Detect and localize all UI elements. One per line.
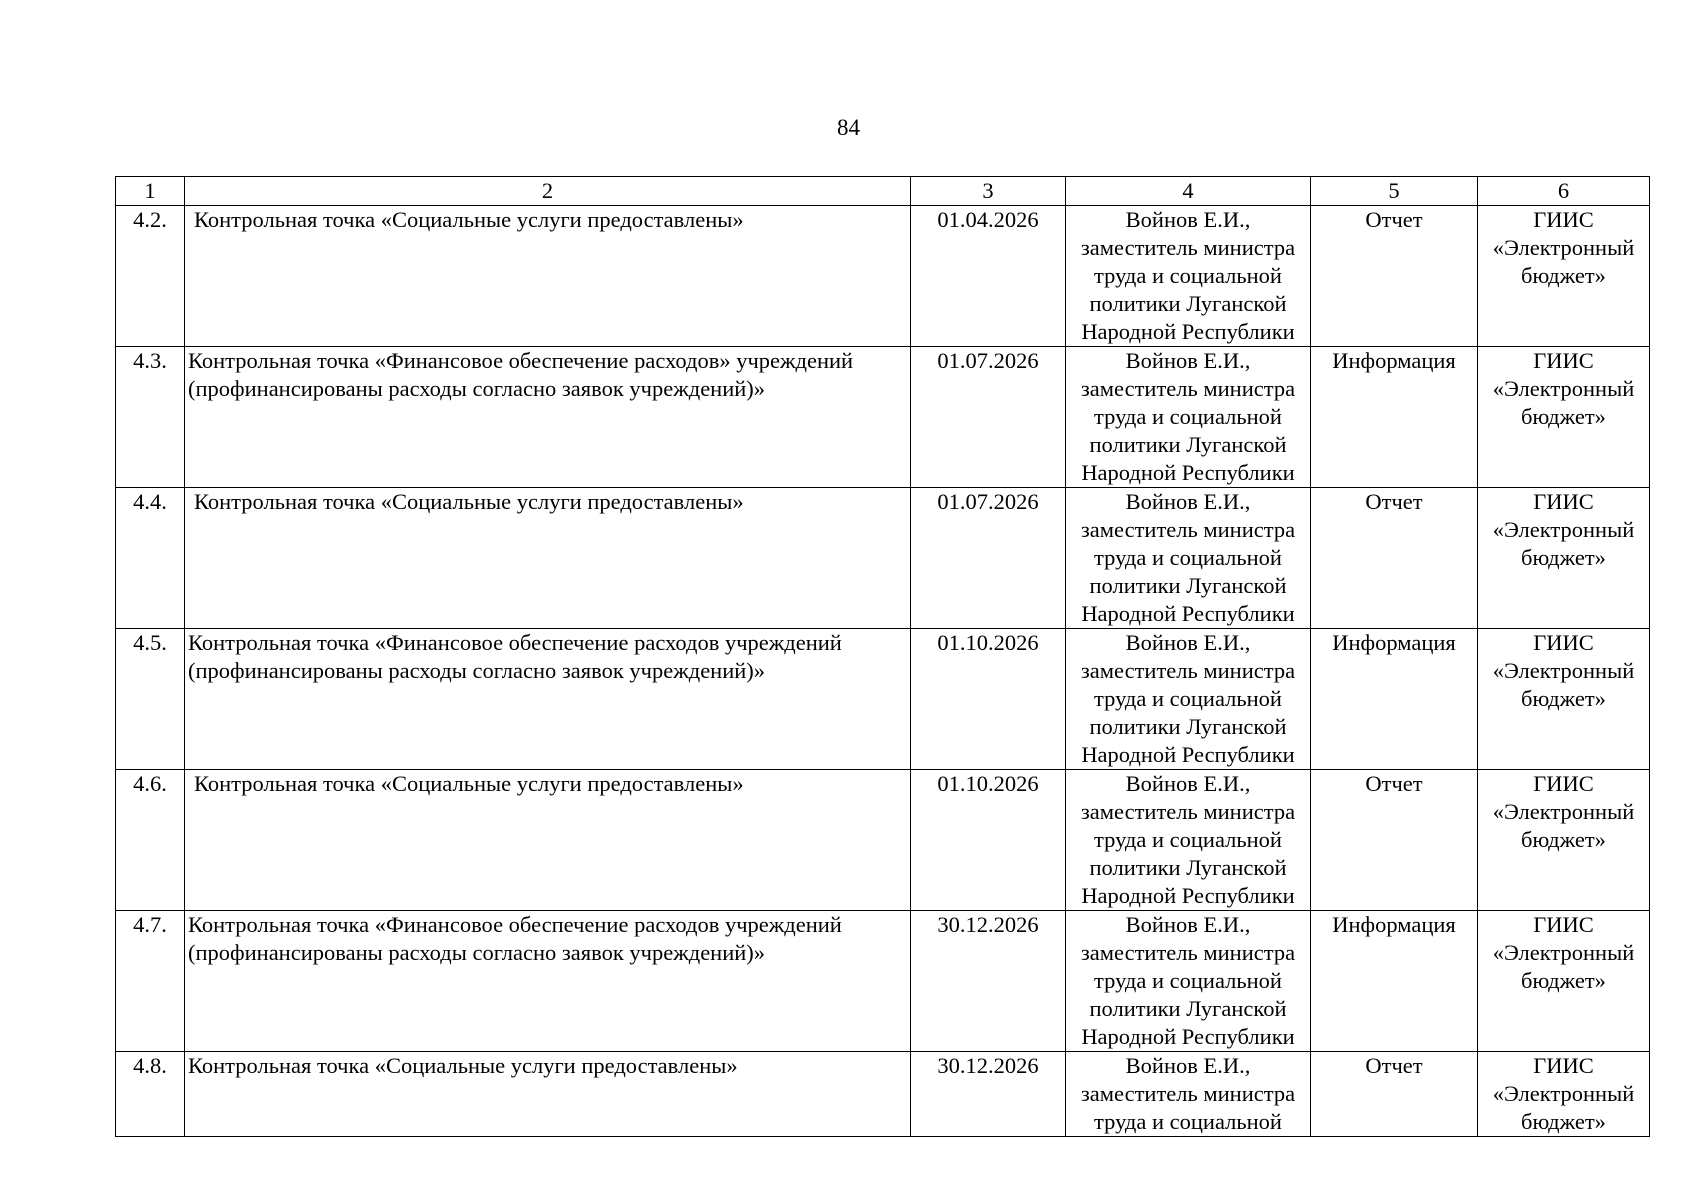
system-line: «Электронный [1492, 658, 1635, 683]
table-row [116, 347, 1650, 488]
system-line: бюджет» [1521, 1109, 1606, 1134]
table-row [116, 629, 1650, 770]
row-number: 4.4. [116, 488, 185, 629]
row-number: 4.8. [116, 1052, 185, 1137]
column-header: 6 [1478, 177, 1650, 206]
responsible-line: Народной Республики [1081, 460, 1295, 485]
table-row [116, 1052, 1650, 1137]
information-system [1478, 206, 1650, 347]
page-number: 84 [837, 115, 860, 140]
responsible-person [1066, 206, 1311, 347]
responsible-line: Народной Республики [1081, 601, 1295, 626]
system-line: «Электронный [1492, 235, 1635, 260]
control-point-name: Контрольная точка «Финансовое обеспечение расходов учреждений (профинансированы расходы согласно заявок учреждений)» [185, 629, 911, 770]
system-line: бюджет» [1521, 545, 1606, 570]
column-header: 5 [1311, 177, 1478, 206]
responsible-line: заместитель министра [1080, 376, 1296, 401]
system-line: ГИИС [1533, 489, 1594, 514]
responsible-line: Войнов Е.И., [1125, 348, 1251, 373]
responsible-line: Войнов Е.И., [1125, 630, 1251, 655]
responsible-line: Народной Республики [1081, 883, 1295, 908]
responsible-line: труда и социальной [1094, 404, 1282, 429]
system-line: ГИИС [1533, 912, 1594, 937]
control-point-name: Контрольная точка «Социальные услуги предоставлены» [185, 488, 911, 629]
deadline-date: 01.07.2026 [911, 488, 1066, 629]
responsible-person [1066, 770, 1311, 911]
system-line: «Электронный [1492, 799, 1635, 824]
information-system [1478, 770, 1650, 911]
deadline-date: 01.10.2026 [911, 770, 1066, 911]
responsible-line: труда и социальной [1094, 686, 1282, 711]
document-type: Информация [1311, 629, 1478, 770]
responsible-line: заместитель министра [1080, 1081, 1296, 1106]
system-line: «Электронный [1492, 376, 1635, 401]
responsible-line: Войнов Е.И., [1125, 912, 1251, 937]
document-type: Отчет [1311, 1052, 1478, 1137]
table-row [116, 488, 1650, 629]
responsible-person [1066, 911, 1311, 1052]
system-line: «Электронный [1492, 517, 1635, 542]
information-system [1478, 1052, 1650, 1137]
table-header-row [116, 177, 1650, 206]
information-system [1478, 347, 1650, 488]
document-type: Информация [1311, 347, 1478, 488]
column-header: 4 [1066, 177, 1311, 206]
table-row [116, 206, 1650, 347]
information-system [1478, 488, 1650, 629]
system-line: ГИИС [1533, 771, 1594, 796]
responsible-line: заместитель министра [1080, 235, 1296, 260]
control-points-table [115, 176, 1650, 1137]
responsible-line: труда и социальной [1094, 1109, 1282, 1134]
control-point-name: Контрольная точка «Финансовое обеспечение расходов учреждений (профинансированы расходы согласно заявок учреждений)» [185, 911, 911, 1052]
system-line: ГИИС [1533, 1053, 1594, 1078]
table-row [116, 911, 1650, 1052]
row-number: 4.2. [116, 206, 185, 347]
responsible-line: заместитель министра [1080, 940, 1296, 965]
document-type: Информация [1311, 911, 1478, 1052]
responsible-line: труда и социальной [1094, 263, 1282, 288]
information-system [1478, 911, 1650, 1052]
responsible-person [1066, 347, 1311, 488]
deadline-date: 01.10.2026 [911, 629, 1066, 770]
system-line: бюджет» [1521, 827, 1606, 852]
responsible-line: труда и социальной [1094, 827, 1282, 852]
responsible-line: заместитель министра [1080, 658, 1296, 683]
responsible-line: заместитель министра [1080, 517, 1296, 542]
responsible-line: Войнов Е.И., [1125, 1053, 1251, 1078]
responsible-line: Войнов Е.И., [1125, 489, 1251, 514]
responsible-line: Народной Республики [1081, 742, 1295, 767]
document-type: Отчет [1311, 206, 1478, 347]
column-header: 2 [185, 177, 911, 206]
column-header: 3 [911, 177, 1066, 206]
system-line: «Электронный [1492, 1081, 1635, 1106]
responsible-line: заместитель министра [1080, 799, 1296, 824]
responsible-person [1066, 1052, 1311, 1137]
responsible-line: Войнов Е.И., [1125, 207, 1251, 232]
document-type: Отчет [1311, 488, 1478, 629]
responsible-line: политики Луганской [1089, 714, 1287, 739]
responsible-line: политики Луганской [1089, 855, 1287, 880]
responsible-line: Народной Республики [1081, 319, 1295, 344]
responsible-line: политики Луганской [1089, 432, 1287, 457]
system-line: бюджет» [1521, 968, 1606, 993]
responsible-person [1066, 488, 1311, 629]
deadline-date: 30.12.2026 [911, 1052, 1066, 1137]
responsible-person [1066, 629, 1311, 770]
document-type: Отчет [1311, 770, 1478, 911]
control-point-name: Контрольная точка «Социальные услуги предоставлены» [185, 770, 911, 911]
responsible-line: политики Луганской [1089, 291, 1287, 316]
control-point-name: Контрольная точка «Социальные услуги предоставлены» [185, 1052, 911, 1137]
responsible-line: труда и социальной [1094, 968, 1282, 993]
system-line: бюджет» [1521, 263, 1606, 288]
row-number: 4.3. [116, 347, 185, 488]
system-line: ГИИС [1533, 630, 1594, 655]
information-system [1478, 629, 1650, 770]
system-line: бюджет» [1521, 686, 1606, 711]
deadline-date: 01.07.2026 [911, 347, 1066, 488]
row-number: 4.5. [116, 629, 185, 770]
system-line: ГИИС [1533, 348, 1594, 373]
responsible-line: труда и социальной [1094, 545, 1282, 570]
responsible-line: Войнов Е.И., [1125, 771, 1251, 796]
system-line: «Электронный [1492, 940, 1635, 965]
system-line: ГИИС [1533, 207, 1594, 232]
table-row [116, 770, 1650, 911]
deadline-date: 30.12.2026 [911, 911, 1066, 1052]
row-number: 4.7. [116, 911, 185, 1052]
row-number: 4.6. [116, 770, 185, 911]
responsible-line: политики Луганской [1089, 996, 1287, 1021]
responsible-line: политики Луганской [1089, 573, 1287, 598]
system-line: бюджет» [1521, 404, 1606, 429]
control-point-name: Контрольная точка «Социальные услуги предоставлены» [185, 206, 911, 347]
responsible-line: Народной Республики [1081, 1024, 1295, 1049]
control-point-name: Контрольная точка «Финансовое обеспечение расходов» учреждений (профинансированы расходы согласно заявок учреждений)» [185, 347, 911, 488]
column-header: 1 [116, 177, 185, 206]
deadline-date: 01.04.2026 [911, 206, 1066, 347]
